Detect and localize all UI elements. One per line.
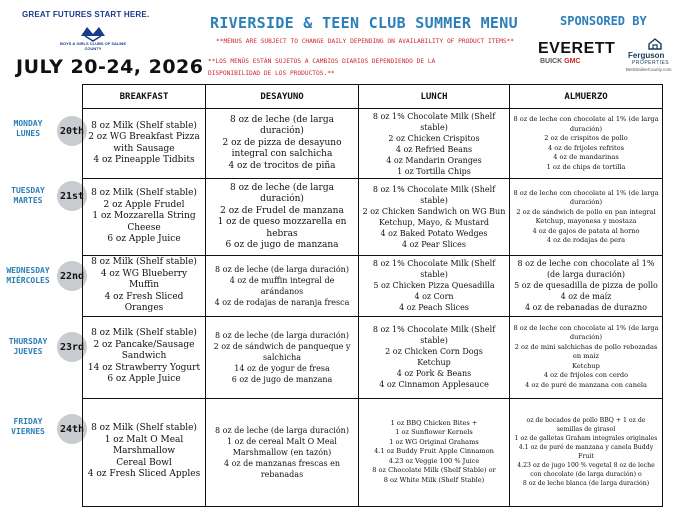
menu-line: 1 oz de chips de tortilla (546, 162, 626, 171)
sponsor-ferguson-sub: PROPERTIES (632, 60, 670, 66)
table-row-thursday (83, 316, 663, 398)
menu-line: 2 oz de Frudel de manzana (220, 205, 344, 216)
menu-line: 4 oz de manzanas frescas en rebanadas (223, 458, 341, 479)
date-badge-wednesday: 22nd (57, 261, 87, 291)
cell-desayuno (206, 179, 359, 256)
day-en: MONDAY (13, 119, 43, 128)
menu-line: 6 oz de jugo de manzana (231, 374, 333, 384)
cell-desayuno (206, 398, 359, 506)
cell-desayuno (206, 316, 359, 398)
menu-line: 4 oz de rodajas de pera (546, 236, 626, 244)
menu-line: 2 oz Chicken Crispitos (388, 133, 480, 143)
menu-line: 8 oz de leche (de larga duración) (215, 264, 349, 274)
menu-line: 4 oz Fresh Sliced Oranges (104, 291, 184, 313)
menu-line: 8 oz 1% Chocolate Milk (Shelf stable) (372, 185, 496, 205)
cell-breakfast (83, 109, 206, 179)
cell-breakfast (83, 398, 206, 506)
day-en: THURSDAY (8, 337, 48, 346)
menu-line: 8 oz Milk (Shelf stable) (91, 328, 197, 339)
menu-line: 8 oz 1% Chocolate Milk (Shelf stable) (372, 111, 496, 132)
club-logo-text: BOYS & GIRLS CLUBS OF SALINE COUNTY (59, 41, 126, 51)
note-english: **MENUS ARE SUBJECT TO CHANGE DAILY DEPENDING ON AVAILABILITY OF PRODUCT ITEMS** (216, 38, 515, 45)
menu-line: 8 oz de leche (de larga duración) (215, 425, 349, 435)
menu-line: 4 oz Corn (414, 292, 454, 302)
menu-line: 1 oz de galletas Graham integrales originales (514, 435, 658, 442)
cell-lunch (359, 179, 510, 256)
menu-line: 8 oz de leche con chocolate al 1% (de larga duración) (513, 115, 659, 133)
menu-line: 5 oz Chicken Pizza Quesadilla (373, 281, 495, 291)
col-header-almuerzo: ALMUERZO (510, 85, 663, 109)
day-es: MARTES (13, 196, 43, 205)
menu-line: 14 oz de yogur de fresa (234, 363, 330, 373)
menu-line: 1 oz de queso mozzarella en hebras (217, 217, 347, 239)
date-badge-tuesday: 21st (57, 181, 87, 211)
menu-line: 8 oz de leche (de larga duración) (230, 114, 334, 137)
cell-almuerzo (510, 398, 663, 506)
menu-line: 8 oz de leche con chocolate al 1% (de larga duración) (517, 259, 655, 280)
day-en: TUESDAY (11, 186, 45, 195)
table-row-friday (83, 398, 663, 506)
menu-line: 4 oz Pineapple Tidbits (93, 155, 195, 165)
menu-line: 4 oz Mandarin Oranges (386, 155, 482, 165)
menu-line: 4.1 oz de puré de manzana y canela Buddy Fruit (518, 444, 654, 460)
day-es: LUNES (15, 129, 41, 138)
menu-line: 2 oz de pizza de desayuno integral con salchicha (222, 137, 342, 160)
menu-line: Ketchup (417, 358, 451, 367)
menu-line: 4 oz Cinnamon Applesauce (379, 380, 489, 389)
day-label-thursday (0, 337, 56, 357)
sponsor-ferguson-url: BentSalineCounty.com (626, 67, 672, 72)
header-row (83, 85, 663, 109)
menu-line: 2 oz Chicken Corn Dogs (385, 347, 483, 356)
cell-almuerzo (510, 316, 663, 398)
menu-line: 4 oz de frijoles refritos (547, 143, 624, 152)
day-es: MIÉRCOLES (6, 276, 50, 285)
date-badge-monday: 20th (57, 116, 87, 146)
menu-line: oz de bocados de pollo BBQ + 1 oz de semillas de girasol (526, 417, 646, 433)
cell-desayuno (206, 256, 359, 317)
menu-line: 8 oz White Milk (Shelf Stable) (383, 475, 485, 484)
day-label-friday (0, 417, 56, 437)
menu-line: 4 oz WG Blueberry Muffin (100, 268, 188, 290)
menu-line: 1 oz Mozzarella String Cheese (92, 211, 196, 233)
menu-line: 2 oz Apple Frudel (103, 199, 185, 210)
menu-line: 2 oz de sándwich de pollo en pan integral (516, 207, 656, 216)
menu-line: 14 oz Strawberry Yogurt (87, 362, 201, 373)
cell-lunch (359, 316, 510, 398)
tagline: GREAT FUTURES START HERE. (22, 10, 150, 19)
col-header-desayuno: DESAYUNO (206, 85, 359, 109)
menu-line: 4 oz Refried Beans (395, 144, 473, 154)
menu-line: 1 oz de cereal Malt O Meal Marshmallow (en tazón) (227, 436, 337, 457)
menu-line: 4 oz de rodajas de naranja fresca (214, 297, 350, 307)
buick-label: BUICK (540, 58, 563, 65)
menu-line: 5 oz de quesadilla de pizza de pollo (514, 281, 658, 291)
menu-line: 8 oz Chocolate Milk (Shelf Stable) or (372, 466, 496, 475)
menu-line: 6 oz Apple Juice (107, 374, 181, 385)
menu-line: 4 oz Fresh Sliced Apples (87, 469, 201, 480)
menu-line: 4 oz Peach Slices (399, 303, 469, 313)
menu-line: 2 oz WG Breakfast Pizza with Sausage (88, 132, 200, 154)
note-spanish: **LOS MENÚS ESTÁN SUJETOS A CAMBIOS DIARIOS DEPENDIENDO DE LA DISPONIBILIDAD DE LOS PRODUCTOS.** (208, 58, 436, 77)
day-es: VIERNES (11, 427, 45, 436)
page-title: RIVERSIDE & TEEN CLUB SUMMER MENU (210, 14, 518, 32)
day-es: JUEVES (13, 347, 43, 356)
menu-line: Ketchup, mayonesa y mostaza (535, 217, 637, 225)
menu-line: 8 oz Milk (Shelf stable) (91, 423, 197, 434)
table-row-monday (83, 109, 663, 179)
day-label-monday (0, 119, 56, 139)
menu-line: 8 oz 1% Chocolate Milk (Shelf stable) (372, 259, 496, 280)
table-row-tuesday (83, 179, 663, 256)
menu-line: 4.1 oz Buddy Fruit Apple Cinnamon (374, 447, 494, 456)
cell-lunch (359, 398, 510, 506)
menu-line: 4 oz Pork & Beans (396, 369, 472, 378)
menu-line: 4 oz de mandarinas (553, 153, 619, 161)
menu-line: 8 oz de leche blanca (de larga duración) (522, 480, 650, 487)
menu-line: 4 oz de maíz (560, 292, 612, 302)
sponsor-everett-logo: EVERETT (538, 40, 616, 57)
cell-lunch (359, 256, 510, 317)
day-en: FRIDAY (13, 417, 43, 426)
menu-line: 4 oz de trocitos de piña (228, 160, 336, 171)
menu-line: 4 oz Baked Potato Wedges (380, 229, 488, 238)
menu-line: 1 oz Tortilla Chips (397, 166, 471, 176)
day-label-tuesday (0, 186, 56, 206)
menu-line: Ketchup, Mayo, & Mustard (378, 218, 490, 227)
cell-almuerzo (510, 179, 663, 256)
menu-line: 1 oz Sunflower Kernels (395, 428, 473, 437)
ferguson-house-icon (648, 38, 662, 50)
cell-almuerzo (510, 109, 663, 179)
day-en: WEDNESDAY (6, 266, 50, 275)
date-badge-friday: 24th (57, 414, 87, 444)
menu-line: Cereal Bowl (116, 457, 172, 468)
menu-line: 4 oz Pear Slices (401, 240, 467, 249)
menu-line: 1 oz Malt O Meal Marshmallow (104, 434, 184, 457)
table-row-wednesday (83, 256, 663, 317)
menu-line: 8 oz Milk (Shelf stable) (91, 257, 197, 267)
cell-breakfast (83, 316, 206, 398)
cell-breakfast (83, 256, 206, 317)
cell-lunch (359, 109, 510, 179)
menu-line: 4.23 oz de jugo 100 % vegetal 8 oz de leche con chocolate (de larga duración) o (517, 462, 655, 478)
menu-line: 1 oz BBQ Chicken Bites + (390, 418, 478, 427)
menu-line: 8 oz Milk (Shelf stable) (91, 120, 197, 131)
cell-breakfast (83, 179, 206, 256)
menu-line: 4 oz de gajos de patata al horno (532, 226, 640, 235)
menu-line: 2 oz de sándwich de panqueque y salchicha (213, 341, 351, 362)
menu-line: 8 oz 1% Chocolate Milk (Shelf stable) (372, 325, 496, 345)
gmc-label: GMC (564, 58, 581, 65)
cell-almuerzo (510, 256, 663, 317)
day-label-wednesday (0, 266, 56, 286)
sponsor-everett-brands (540, 58, 580, 65)
sponsored-heading: SPONSORED BY (560, 14, 647, 28)
club-logo (22, 10, 182, 19)
menu-line: 6 oz de jugo de manzana (225, 240, 339, 250)
menu-line: 4 oz de muffin integral de arándanos (229, 275, 335, 296)
menu-line: 4 oz de puré de manzana con canela (525, 380, 647, 389)
menu-line: 6 oz Apple Juice (107, 234, 181, 245)
menu-line: 8 oz de leche con chocolate al 1% (de larga duración) (513, 188, 659, 206)
menu-line: 8 oz de leche (de larga duración) (215, 330, 349, 340)
menu-date: JULY 20-24, 2026 (16, 56, 204, 78)
menu-line: 2 oz Chicken Sandwich on WG Bun (362, 207, 506, 216)
menu-table (82, 84, 663, 507)
col-header-lunch: LUNCH (359, 85, 510, 109)
cell-desayuno (206, 109, 359, 179)
menu-line: 8 oz de leche con chocolate al 1% (de larga duración) (513, 323, 659, 342)
menu-line: 2 oz de mini salchichas de pollo rebozadas en maíz (514, 342, 658, 361)
menu-line: 4 oz de frijoles con cerdo (543, 371, 629, 380)
col-header-breakfast: BREAKFAST (83, 85, 206, 109)
club-logo-icon (80, 24, 106, 42)
date-badge-thursday: 23rd (57, 332, 87, 362)
menu-line: 4.23 oz Veggie 100 % Juice (388, 456, 480, 465)
menu-line: Ketchup (572, 361, 600, 370)
menu-line: 2 oz de crispitos de pollo (544, 134, 628, 142)
menu-line: 8 oz de leche (de larga duración) (230, 182, 334, 204)
sponsor-ferguson-logo: Ferguson (628, 51, 665, 60)
menu-line: 2 oz Pancake/Sausage Sandwich (93, 339, 195, 362)
menu-line: 8 oz Milk (Shelf stable) (91, 188, 197, 199)
menu-line: 1 oz WG Original Grahams (389, 437, 479, 446)
menu-line: 4 oz de rebanadas de durazno (525, 303, 647, 313)
